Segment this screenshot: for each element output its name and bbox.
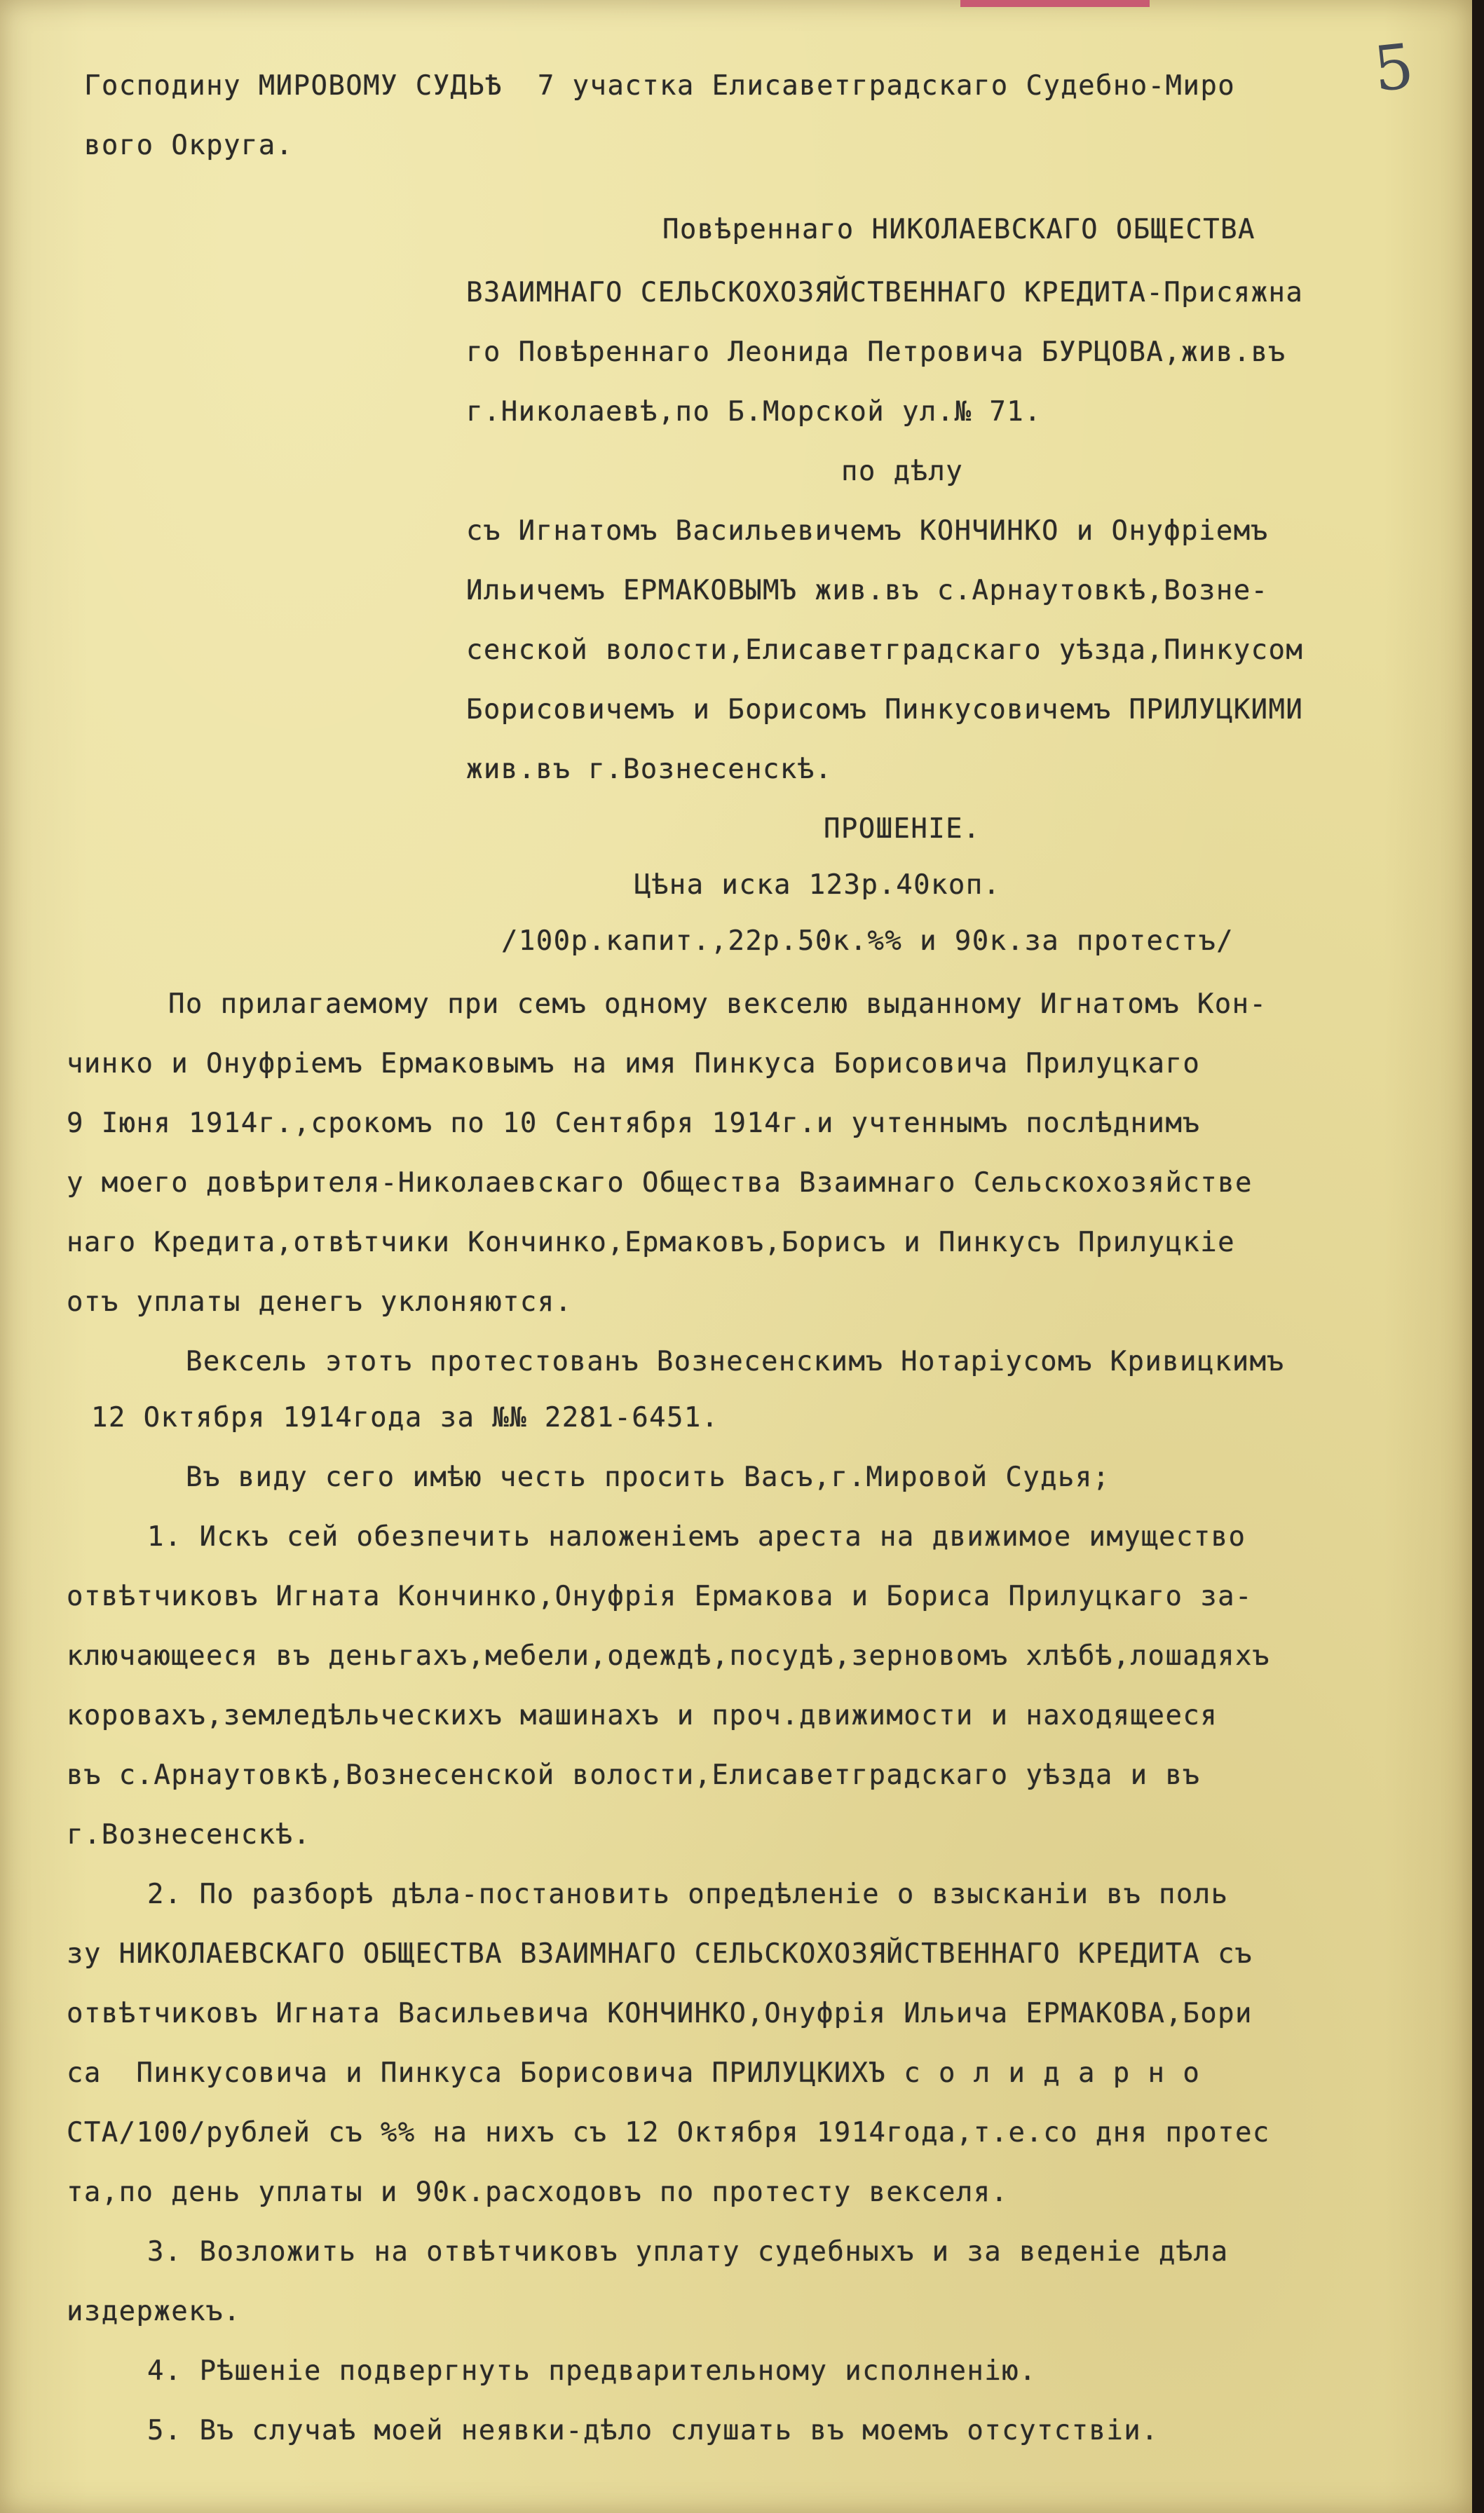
item3-line-1: 3. Возложить на отвѣтчиковъ уплату судебныхъ и за веденіе дѣла bbox=[147, 2236, 1229, 2268]
attorney-line-3: го Повѣреннаго Леонида Петровича БУРЦОВА,жив.въ bbox=[466, 336, 1286, 368]
item2-line-6: та,по день уплаты и 90к.расходовъ по протесту векселя. bbox=[67, 2177, 1009, 2208]
claim-breakdown: /100р.капит.,22р.50к.%% и 90к.за протестъ/ bbox=[501, 925, 1234, 957]
pink-edge-mark bbox=[960, 0, 1150, 7]
body-p2-line-1: Вексель этотъ протестованъ Вознесенскимъ Нотаріусомъ Кривицкимъ bbox=[186, 1346, 1285, 1377]
case-line-1: съ Игнатомъ Васильевичемъ КОНЧИНКО и Онуфріемъ bbox=[466, 515, 1269, 547]
case-heading: по дѣлу bbox=[841, 456, 964, 487]
body-p1-line-4: у моего довѣрителя-Николаевскаго Общества Взаимнаго Сельскохозяйстве bbox=[67, 1167, 1253, 1199]
item2-line-4: са Пинкусовича и Пинкуса Борисовича ПРИЛУЦКИХЪ с о л и д а р н о bbox=[67, 2057, 1201, 2089]
attorney-line-4: г.Николаевѣ,по Б.Морской ул.№ 71. bbox=[466, 396, 1042, 428]
item1-line-2: отвѣтчиковъ Игната Кончинко,Онуфрія Ермакова и Бориса Прилуцкаго за- bbox=[67, 1581, 1253, 1612]
body-p1-line-2: чинко и Онуфріемъ Ермаковымъ на имя Пинкуса Борисовича Прилуцкаго bbox=[67, 1048, 1201, 1080]
body-p3: Въ виду сего имѣю честь просить Васъ,г.Мировой Судья; bbox=[186, 1462, 1110, 1493]
item2-line-1: 2. По разборѣ дѣла-постановить опредѣленіе о взысканіи въ поль bbox=[147, 1879, 1229, 1910]
attorney-line-2: ВЗАИМНАГО СЕЛЬСКОХОЗЯЙСТВЕННАГО КРЕДИТА-Присяжна bbox=[466, 277, 1304, 308]
body-p1-line-6: отъ уплаты денегъ уклоняются. bbox=[67, 1286, 573, 1318]
attorney-line-1: Повѣреннаго НИКОЛАЕВСКАГО ОБЩЕСТВА bbox=[662, 214, 1255, 245]
item3-line-2: издержекъ. bbox=[67, 2296, 241, 2327]
body-p2-line-2: 12 Октября 1914года за №№ 2281-6451. bbox=[91, 1402, 719, 1433]
body-p1-line-1: По прилагаемому при семъ одному векселю выданному Игнатомъ Кон- bbox=[168, 988, 1267, 1020]
folio-number: 5 bbox=[1370, 29, 1417, 106]
case-line-4: Борисовичемъ и Борисомъ Пинкусовичемъ ПРИЛУЦКИМИ bbox=[466, 694, 1304, 726]
item1-line-3: ключающееся въ деньгахъ,мебели,одеждѣ,посудѣ,зерновомъ хлѣбѣ,лошадяхъ bbox=[67, 1640, 1270, 1672]
item1-line-1: 1. Искъ сей обезпечить наложеніемъ ареста на движимое имущество bbox=[147, 1521, 1246, 1553]
case-line-5: жив.въ г.Вознесенскѣ. bbox=[466, 754, 833, 785]
item5: 5. Въ случаѣ моей неявки-дѣло слушать въ моемъ отсутствіи. bbox=[147, 2415, 1159, 2446]
item1-line-5: въ с.Арнаутовкѣ,Вознесенской волости,Елисаветградскаго уѣзда и въ bbox=[67, 1759, 1201, 1791]
addressee-line-2: вого Округа. bbox=[84, 130, 294, 161]
claim-price: Цѣна иска 123р.40коп. bbox=[634, 869, 1001, 901]
item4: 4. Рѣшеніе подвергнуть предварительному исполненію. bbox=[147, 2355, 1037, 2387]
item1-line-6: г.Вознесенскѣ. bbox=[67, 1819, 311, 1851]
item2-line-2: зу НИКОЛАЕВСКАГО ОБЩЕСТВА ВЗАИМНАГО СЕЛЬСКОХОЗЯЙСТВЕННАГО КРЕДИТА съ bbox=[67, 1938, 1253, 1970]
body-p1-line-3: 9 Іюня 1914г.,срокомъ по 10 Сентября 1914г.и учтеннымъ послѣднимъ bbox=[67, 1108, 1201, 1139]
item2-line-5: СТА/100/рублей съ %% на нихъ съ 12 Октября 1914года,т.е.со дня протес bbox=[67, 2117, 1270, 2148]
case-line-3: сенской волости,Елисаветградскаго уѣзда,Пинкусом bbox=[466, 634, 1304, 666]
item2-line-3: отвѣтчиковъ Игната Васильевича КОНЧИНКО,Онуфрія Ильича ЕРМАКОВА,Бори bbox=[67, 1998, 1253, 2029]
case-line-2: Ильичемъ ЕРМАКОВЫМЪ жив.въ с.Арнаутовкѣ,Возне- bbox=[466, 575, 1269, 606]
item1-line-4: коровахъ,земледѣльческихъ машинахъ и проч.движимости и находящееся bbox=[67, 1700, 1218, 1731]
addressee-line-1: Господину МИРОВОМУ СУДЬѢ 7 участка Елисаветградскаго Судебно-Миро bbox=[84, 70, 1236, 102]
petition-title: ПРОШЕНІЕ. bbox=[824, 813, 981, 845]
body-p1-line-5: наго Кредита,отвѣтчики Кончинко,Ермаковъ,Борисъ и Пинкусъ Прилуцкіе bbox=[67, 1227, 1235, 1258]
